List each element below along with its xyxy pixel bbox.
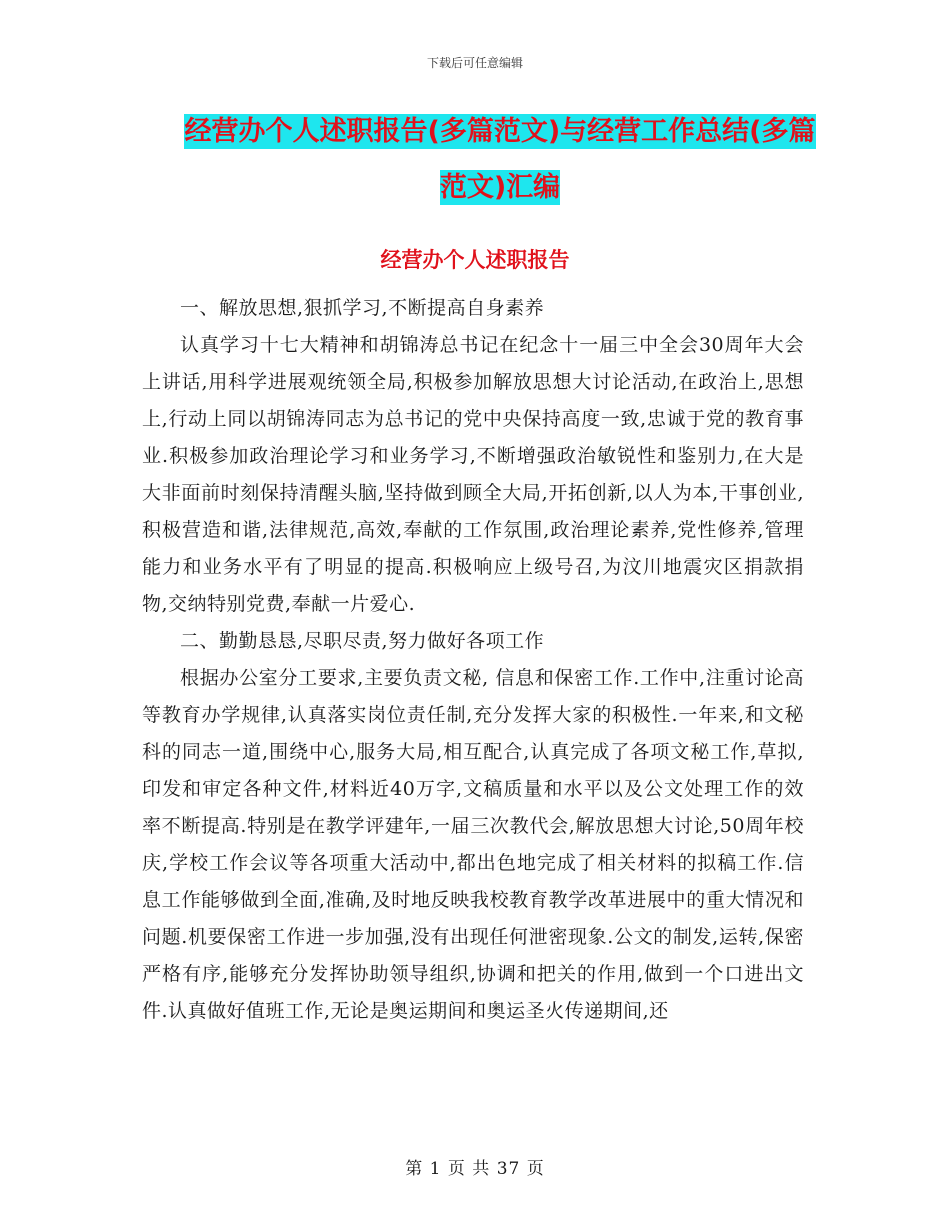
- heading-paragraph-1: 一、解放思想,狠抓学习,不断提高自身素养: [180, 297, 545, 319]
- document-title-line-1: 经营办个人述职报告(多篇范文)与经营工作总结(多篇: [184, 116, 816, 147]
- section-title: 经营办个人述职报告: [380, 248, 570, 272]
- document-title: [180, 104, 820, 216]
- body-paragraph-2: 根据办公室分工要求,主要负责文秘, 信息和保密工作.工作中,注重讨论高等教育办学规律,认真落实岗位责任制,充分发挥大家的积极性.一年来,和文秘科的同志一道,围绕中心,服务大局,相互配合,认真完成了各项文秘工作,草拟,印发和审定各种文件,材料近40万字,文稿质量和水平以及公文处理工作的效率不断提高.特别是在教学评建年,一届三次教代会,解放思想大讨论,50周年校庆,学校工作会议等各项重大活动中,都出色地完成了相关材料的拟稿工作.信息工作能够做到全面,准确,及时地反映我校教育教学改革进展中的重大情况和问题.机要保密工作进一步加强,没有出现任何泄密现象.公文的制发,运转,保密严格有序,能够充分发挥协助领导组织,协调和把关的作用,做到一个口进出文件.认真做好值班工作,无论是奥运期间和奥运圣火传递期间,还: [142, 667, 804, 1022]
- body-paragraph-1: 认真学习十七大精神和胡锦涛总书记在纪念十一届三中全会30周年大会上讲话,用科学进展观统领全局,积极参加解放思想大讨论活动,在政治上,思想上,行动上同以胡锦涛同志为总书记的党中央保持高度一致,忠诚于党的教育事业.积极参加政治理论学习和业务学习,不断增强政治敏锐性和鉴别力,在大是大非面前时刻保持清醒头脑,坚持做到顾全大局,开拓创新,以人为本,干事创业,积极营造和谐,法律规范,高效,奉献的工作氛围,政治理论素养,党性修养,管理能力和业务水平有了明显的提高.积极响应上级号召,为汶川地震灾区捐款捐物,交纳特别党费,奉献一片爱心.: [142, 334, 804, 615]
- header-note: 下载后可任意编辑: [426, 56, 523, 70]
- body-text: [142, 290, 804, 1030]
- page-number-footer: 第 1 页 共 37 页: [405, 1159, 545, 1179]
- heading-paragraph-2: 二、勤勤恳恳,尽职尽责,努力做好各项工作: [180, 630, 545, 652]
- document-title-line-2: 范文)汇编: [439, 172, 561, 203]
